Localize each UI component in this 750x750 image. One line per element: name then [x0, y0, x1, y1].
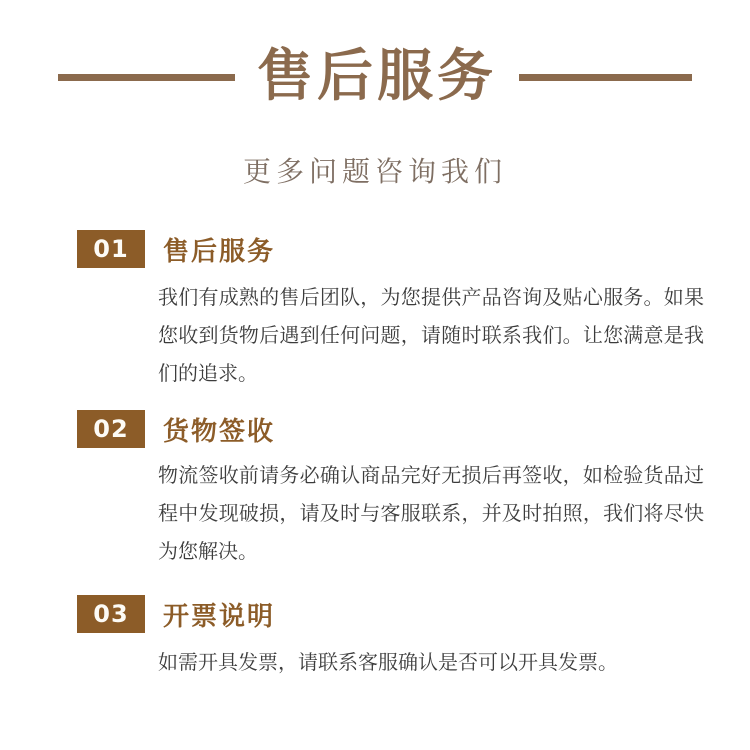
section-header-after-sales [77, 230, 275, 268]
section-header-invoice [77, 595, 275, 633]
title-divider-left [58, 74, 235, 81]
section-header-goods-receipt [77, 410, 275, 448]
page-header [0, 46, 750, 109]
section-number-badge: 01 [77, 230, 145, 268]
title-divider-right [519, 74, 692, 81]
section-heading: 售后服务 [163, 236, 276, 267]
section-body-text: 我们有成熟的售后团队，为您提供产品咨询及贴心服务。如果您收到货物后遇到任何问题，请随时联系我们。让您满意是我们的追求。 [158, 285, 704, 385]
section-body-text: 如需开具发票，请联系客服确认是否可以开具发票。 [158, 650, 618, 674]
page-title: 售后服务 [257, 44, 497, 109]
section-heading: 开票说明 [163, 601, 276, 632]
section-number-badge: 03 [77, 595, 145, 633]
section-number-badge: 02 [77, 410, 145, 448]
section-body-text: 物流签收前请务必确认商品完好无损后再签收，如检验货品过程中发现破损，请及时与客服联系，并及时拍照，我们将尽快为您解决。 [158, 463, 704, 563]
section-heading: 货物签收 [163, 416, 276, 447]
page-subtitle: 更多问题咨询我们 [242, 155, 507, 188]
